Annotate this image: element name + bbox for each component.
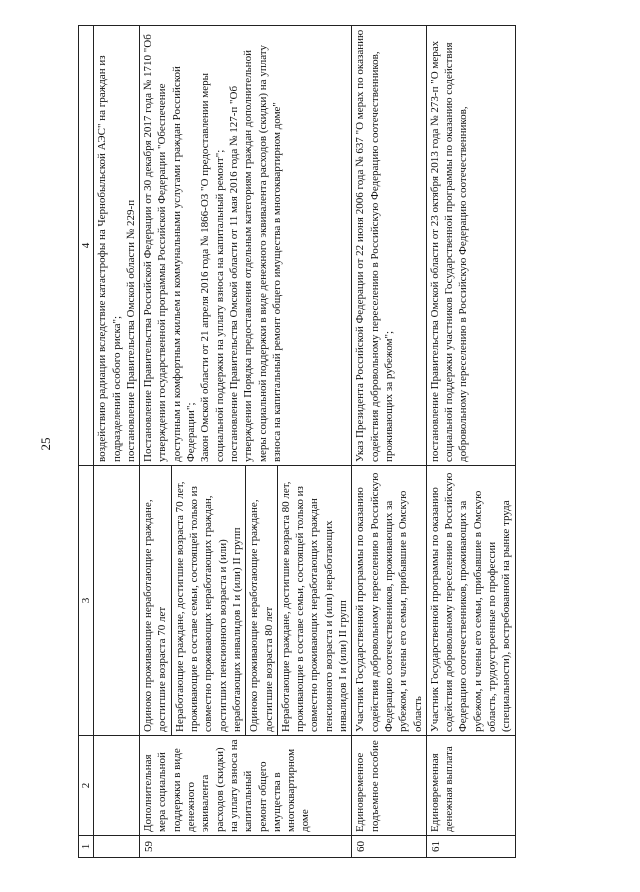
header-cell: 3 xyxy=(79,466,94,736)
measure-name-cell: Единовременное подъемное пособие xyxy=(352,736,426,836)
recipients-cell: Неработающие граждане, достигшие возраста 80 лет, проживающие в составе семьи, состоящей только из совместно проживающих неработающих граждан пенсионного возраста и (или) неработающих инвалидов I и (или) II групп xyxy=(277,466,351,736)
recipients-cell: Одиноко проживающие неработающие граждане, достигшие возраста 80 лет xyxy=(246,466,278,736)
basis-line: постановление Правительства Омской области № 229-п xyxy=(124,199,137,462)
legal-basis-cell xyxy=(94,26,140,466)
row-number-cell xyxy=(94,836,140,858)
rotated-page xyxy=(78,26,622,858)
measure-name-cell: Дополнительная мера социальной поддержки в виде денежного эквивалента расходов (скидки) на уплату взноса на капитальный ремонт общего имущества в многоквартирном доме xyxy=(140,736,352,836)
header-cell: 1 xyxy=(79,836,94,858)
recipients-cell: Неработающие граждане, достигшие возраста 70 лет, проживающие в составе семьи, состоящей только из совместно проживающих неработающих граждан, достигших пенсионного возраста и (или) неработающих инвалидов I и (или) II групп xyxy=(171,466,245,736)
header-cell: 4 xyxy=(79,26,94,466)
legal-basis-cell xyxy=(352,26,426,466)
basis-line: Указ Президента Российской Федерации от 22 июня 2006 года № 637 "О мерах по оказанию содействия добровольному переселению в Российскую Федерацию соотечественников, проживающих за рубежом"; xyxy=(354,29,395,462)
basis-line: Закон Омской области от 21 апреля 2016 года № 1866-ОЗ "О предоставлении меры социальной поддержки на уплату взноса на капитальный ремонт"; xyxy=(199,73,226,462)
header-cell: 2 xyxy=(79,736,94,836)
basis-line: воздействию радиации вследствие катастрофы на Чернобыльской АЭС" на граждан из подразделений особого риска"; xyxy=(96,55,123,462)
page-number: 25 xyxy=(38,437,53,451)
table-row xyxy=(352,26,426,858)
table-row xyxy=(140,26,172,858)
measure-name-cell xyxy=(94,736,140,836)
recipients-cell: Одиноко проживающие неработающие граждане, достигшие возраста 70 лет xyxy=(140,466,172,736)
legal-basis-cell xyxy=(140,26,352,466)
recipients-cell: Участник Государственной программы по оказанию содействия добровольному переселению в Российскую Федерацию соотечественников, проживающих за рубежом, и члены его семьи, прибывшие в Омскую область xyxy=(352,466,426,736)
table-row xyxy=(426,26,515,858)
header-row xyxy=(79,26,94,858)
basis-line: постановление Правительства Омской области от 11 мая 2016 года № 127-п "Об утверждении Порядка предоставления отдельным категориям граждан дополнительной меры социальной поддержки в виде денежного эквивалента расходов (скидки) на уплату взноса на капитальный ремонт общего имущества в многоквартирном доме" xyxy=(227,45,283,462)
benefits-table xyxy=(78,25,516,858)
basis-line: постановление Правительства Омской области от 23 октября 2013 года № 273-п "О мерах социальной поддержки участников Государственной программы по оказанию содействия добровольному переселению в Российскую Федерацию соотечественников, xyxy=(428,40,470,462)
row-number-cell: 60 xyxy=(352,836,426,858)
measure-name-cell: Единовременная денежная выплата xyxy=(426,736,515,836)
recipients-cell xyxy=(94,466,140,736)
row-number-cell: 61 xyxy=(426,836,515,858)
legal-basis-cell xyxy=(426,26,515,466)
recipients-cell: Участник Государственной программы по оказанию содействия добровольному переселению в Российскую Федерацию соотечественников, проживающих за рубежом, и члены его семьи, прибывшие в Омскую область, трудоустроенные по профессии (специальности), востребованной на рынке труда xyxy=(426,466,515,736)
basis-line: Постановление Правительства Российской Федерации от 30 декабря 2017 года № 1710 "Об утверждении государственной программы Российской Федерации "Обеспечение доступным и комфортным жильем и коммунальными услугами граждан Российской Федерации"; xyxy=(142,34,198,462)
table-row xyxy=(94,26,140,858)
row-number-cell: 59 xyxy=(140,836,352,858)
